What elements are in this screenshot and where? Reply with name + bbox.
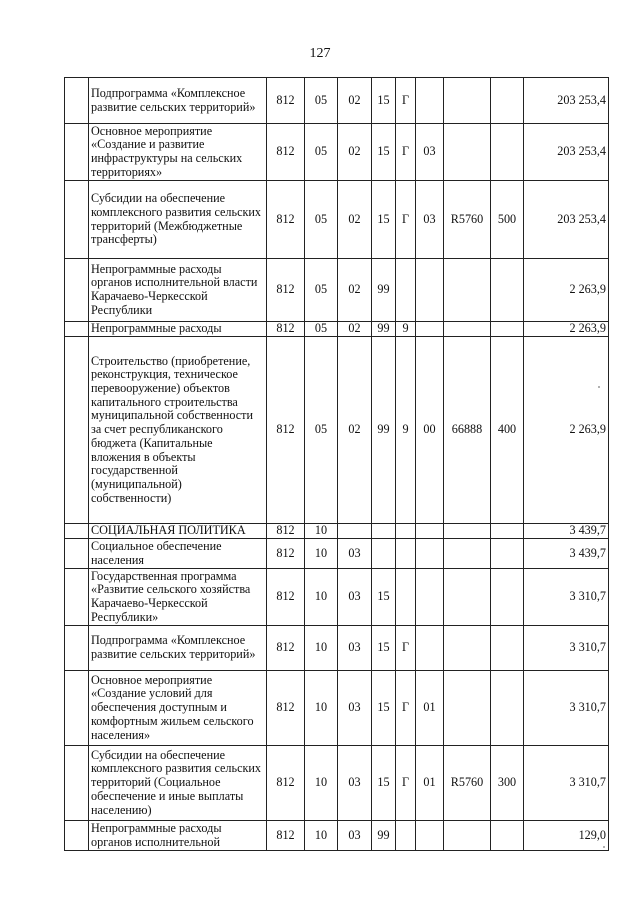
subprogram-code-cell: Г <box>396 181 416 259</box>
table-row <box>65 671 609 746</box>
program-code-cell: 15 <box>372 124 396 181</box>
item-name-cell: Подпрограмма «Комплексное развитие сельских территорий» <box>89 626 267 671</box>
page-number: 127 <box>309 46 331 61</box>
subprogram-code-cell <box>396 821 416 851</box>
program-code-cell: 15 <box>372 569 396 626</box>
ministry-code-cell: 812 <box>267 569 305 626</box>
program-code-cell: 99 <box>372 259 396 322</box>
subprogram-code-cell <box>396 539 416 569</box>
program-code-cell <box>372 524 396 539</box>
expense-type-code-cell <box>491 626 524 671</box>
program-code-cell <box>372 539 396 569</box>
table-row <box>65 626 609 671</box>
ministry-code-cell: 812 <box>267 259 305 322</box>
ministry-code-cell: 812 <box>267 337 305 524</box>
amount-cell: 3 310,7 <box>524 626 609 671</box>
program-code-cell: 99 <box>372 322 396 337</box>
subsection-code-cell <box>338 524 372 539</box>
item-name-cell: Социальное обеспечение населения <box>89 539 267 569</box>
direction-code-cell <box>444 821 491 851</box>
amount-cell: 129,0 <box>524 821 609 851</box>
section-code-cell: 10 <box>305 626 338 671</box>
ministry-code-cell: 812 <box>267 322 305 337</box>
subprogram-code-cell <box>396 259 416 322</box>
item-name-cell: СОЦИАЛЬНАЯ ПОЛИТИКА <box>89 524 267 539</box>
expense-type-code-cell <box>491 569 524 626</box>
expense-type-code-cell <box>491 671 524 746</box>
direction-code-cell <box>444 626 491 671</box>
subsection-code-cell: 03 <box>338 626 372 671</box>
ministry-code-cell: 812 <box>267 124 305 181</box>
direction-code-cell: R5760 <box>444 746 491 821</box>
activity-code-cell <box>416 626 444 671</box>
section-code-cell: 10 <box>305 671 338 746</box>
subprogram-code-cell: Г <box>396 626 416 671</box>
table-row <box>65 821 609 851</box>
index-cell <box>65 78 89 124</box>
subsection-code-cell: 03 <box>338 821 372 851</box>
index-cell <box>65 322 89 337</box>
direction-code-cell <box>444 259 491 322</box>
direction-code-cell <box>444 78 491 124</box>
item-name-cell: Подпрограмма «Комплексное развитие сельских территорий» <box>89 78 267 124</box>
index-cell <box>65 524 89 539</box>
index-cell <box>65 181 89 259</box>
program-code-cell: 99 <box>372 337 396 524</box>
activity-code-cell <box>416 259 444 322</box>
ministry-code-cell: 812 <box>267 626 305 671</box>
index-cell <box>65 259 89 322</box>
table-row <box>65 78 609 124</box>
item-name-cell: Основное мероприятие «Создание и развитие инфраструктуры на сельских территориях» <box>89 124 267 181</box>
subprogram-code-cell: Г <box>396 124 416 181</box>
scan-speck <box>598 386 600 388</box>
amount-cell: 3 439,7 <box>524 539 609 569</box>
activity-code-cell: 01 <box>416 671 444 746</box>
subsection-code-cell: 02 <box>338 337 372 524</box>
expense-type-code-cell <box>491 821 524 851</box>
index-cell <box>65 626 89 671</box>
section-code-cell: 10 <box>305 539 338 569</box>
item-name-cell: Субсидии на обеспечение комплексного развития сельских территорий (Социальное обеспечение и иные выплаты населению) <box>89 746 267 821</box>
expense-type-code-cell: 300 <box>491 746 524 821</box>
ministry-code-cell: 812 <box>267 78 305 124</box>
table-row <box>65 746 609 821</box>
subprogram-code-cell: 9 <box>396 322 416 337</box>
subprogram-code-cell: 9 <box>396 337 416 524</box>
direction-code-cell <box>444 671 491 746</box>
index-cell <box>65 337 89 524</box>
direction-code-cell <box>444 124 491 181</box>
section-code-cell: 10 <box>305 821 338 851</box>
amount-cell: 3 310,7 <box>524 671 609 746</box>
table-row <box>65 181 609 259</box>
direction-code-cell <box>444 569 491 626</box>
activity-code-cell <box>416 78 444 124</box>
activity-code-cell: 00 <box>416 337 444 524</box>
amount-cell: 203 253,4 <box>524 124 609 181</box>
subprogram-code-cell <box>396 524 416 539</box>
subsection-code-cell: 03 <box>338 569 372 626</box>
item-name-cell: Государственная программа «Развитие сельского хозяйства Карачаево-Черкесской Республики» <box>89 569 267 626</box>
amount-cell: 2 263,9 <box>524 259 609 322</box>
table-row <box>65 337 609 524</box>
subsection-code-cell: 03 <box>338 539 372 569</box>
subsection-code-cell: 03 <box>338 671 372 746</box>
table-row <box>65 524 609 539</box>
expense-type-code-cell <box>491 124 524 181</box>
expense-type-code-cell <box>491 259 524 322</box>
amount-cell: 203 253,4 <box>524 181 609 259</box>
subprogram-code-cell: Г <box>396 78 416 124</box>
direction-code-cell <box>444 524 491 539</box>
direction-code-cell <box>444 322 491 337</box>
subsection-code-cell: 02 <box>338 322 372 337</box>
amount-cell: 3 439,7 <box>524 524 609 539</box>
ministry-code-cell: 812 <box>267 671 305 746</box>
index-cell <box>65 746 89 821</box>
table-row <box>65 539 609 569</box>
ministry-code-cell: 812 <box>267 181 305 259</box>
section-code-cell: 05 <box>305 337 338 524</box>
section-code-cell: 05 <box>305 322 338 337</box>
activity-code-cell <box>416 821 444 851</box>
direction-code-cell <box>444 539 491 569</box>
activity-code-cell <box>416 539 444 569</box>
subprogram-code-cell: Г <box>396 746 416 821</box>
program-code-cell: 99 <box>372 821 396 851</box>
subsection-code-cell: 03 <box>338 746 372 821</box>
index-cell <box>65 124 89 181</box>
ministry-code-cell: 812 <box>267 524 305 539</box>
section-code-cell: 05 <box>305 78 338 124</box>
item-name-cell: Непрограммные расходы органов исполнительной <box>89 821 267 851</box>
section-code-cell: 10 <box>305 746 338 821</box>
activity-code-cell <box>416 524 444 539</box>
index-cell <box>65 539 89 569</box>
expense-type-code-cell <box>491 524 524 539</box>
index-cell <box>65 569 89 626</box>
table-row <box>65 259 609 322</box>
section-code-cell: 10 <box>305 569 338 626</box>
expense-type-code-cell: 500 <box>491 181 524 259</box>
scan-speck <box>603 846 605 848</box>
program-code-cell: 15 <box>372 746 396 821</box>
subsection-code-cell: 02 <box>338 78 372 124</box>
activity-code-cell: 03 <box>416 124 444 181</box>
section-code-cell: 05 <box>305 259 338 322</box>
index-cell <box>65 821 89 851</box>
ministry-code-cell: 812 <box>267 821 305 851</box>
activity-code-cell <box>416 322 444 337</box>
table-row <box>65 322 609 337</box>
activity-code-cell: 03 <box>416 181 444 259</box>
activity-code-cell <box>416 569 444 626</box>
program-code-cell: 15 <box>372 626 396 671</box>
section-code-cell: 05 <box>305 181 338 259</box>
section-code-cell: 05 <box>305 124 338 181</box>
ministry-code-cell: 812 <box>267 539 305 569</box>
amount-cell: 3 310,7 <box>524 569 609 626</box>
budget-table <box>64 77 609 851</box>
program-code-cell: 15 <box>372 78 396 124</box>
activity-code-cell: 01 <box>416 746 444 821</box>
subprogram-code-cell: Г <box>396 671 416 746</box>
program-code-cell: 15 <box>372 671 396 746</box>
item-name-cell: Субсидии на обеспечение комплексного развития сельских территорий (Межбюджетные трансферты) <box>89 181 267 259</box>
subsection-code-cell: 02 <box>338 259 372 322</box>
section-code-cell: 10 <box>305 524 338 539</box>
table-row <box>65 569 609 626</box>
subsection-code-cell: 02 <box>338 124 372 181</box>
amount-cell: 3 310,7 <box>524 746 609 821</box>
direction-code-cell: 66888 <box>444 337 491 524</box>
index-cell <box>65 671 89 746</box>
program-code-cell: 15 <box>372 181 396 259</box>
expense-type-code-cell: 400 <box>491 337 524 524</box>
amount-cell: 203 253,4 <box>524 78 609 124</box>
subprogram-code-cell <box>396 569 416 626</box>
item-name-cell: Строительство (приобретение, реконструкция, техническое перевооружение) объектов капитального строительства муниципальной собственности за счет республиканского бюджета (Капитальные вложения в объекты государственной (муниципальной) собственности) <box>89 337 267 524</box>
ministry-code-cell: 812 <box>267 746 305 821</box>
amount-cell: 2 263,9 <box>524 322 609 337</box>
expense-type-code-cell <box>491 78 524 124</box>
subsection-code-cell: 02 <box>338 181 372 259</box>
expense-type-code-cell <box>491 539 524 569</box>
item-name-cell: Непрограммные расходы органов исполнительной власти Карачаево-Черкесской Республики <box>89 259 267 322</box>
item-name-cell: Непрограммные расходы <box>89 322 267 337</box>
direction-code-cell: R5760 <box>444 181 491 259</box>
amount-cell: 2 263,9 <box>524 337 609 524</box>
item-name-cell: Основное мероприятие «Создание условий для обеспечения доступным и комфортным жильем сельского населения» <box>89 671 267 746</box>
table-row <box>65 124 609 181</box>
expense-type-code-cell <box>491 322 524 337</box>
